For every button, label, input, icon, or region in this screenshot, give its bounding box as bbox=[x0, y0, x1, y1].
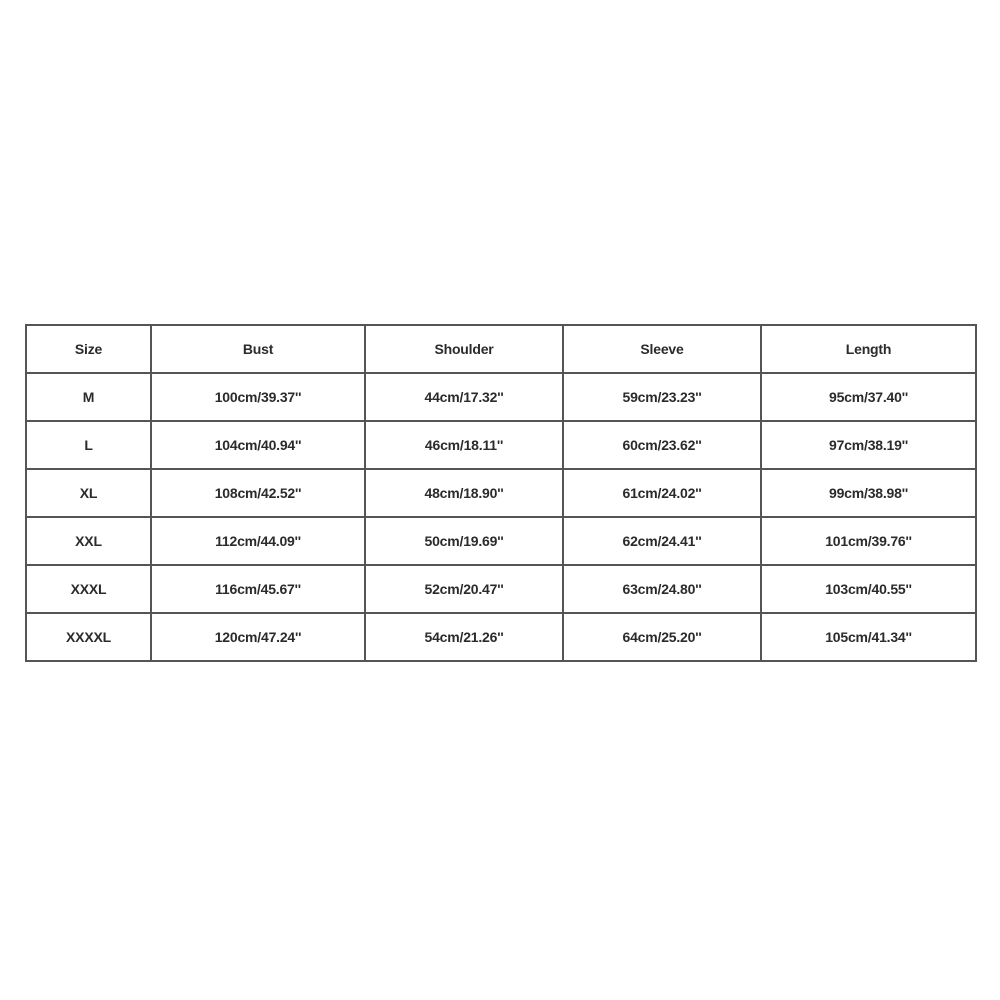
cell-length: 97cm/38.19'' bbox=[761, 421, 976, 469]
table-row bbox=[26, 421, 976, 469]
table-row bbox=[26, 613, 976, 661]
header-size: Size bbox=[26, 325, 151, 373]
cell-size: XXXL bbox=[26, 565, 151, 613]
cell-length: 101cm/39.76'' bbox=[761, 517, 976, 565]
table-row bbox=[26, 517, 976, 565]
table-row bbox=[26, 469, 976, 517]
cell-bust: 104cm/40.94'' bbox=[151, 421, 365, 469]
cell-shoulder: 46cm/18.11'' bbox=[365, 421, 563, 469]
cell-shoulder: 48cm/18.90'' bbox=[365, 469, 563, 517]
cell-length: 99cm/38.98'' bbox=[761, 469, 976, 517]
cell-bust: 120cm/47.24'' bbox=[151, 613, 365, 661]
cell-shoulder: 52cm/20.47'' bbox=[365, 565, 563, 613]
cell-length: 95cm/37.40'' bbox=[761, 373, 976, 421]
cell-shoulder: 54cm/21.26'' bbox=[365, 613, 563, 661]
cell-shoulder: 44cm/17.32'' bbox=[365, 373, 563, 421]
header-row bbox=[26, 325, 976, 373]
header-length: Length bbox=[761, 325, 976, 373]
table-row bbox=[26, 373, 976, 421]
header-sleeve: Sleeve bbox=[563, 325, 761, 373]
cell-size: XXL bbox=[26, 517, 151, 565]
cell-sleeve: 64cm/25.20'' bbox=[563, 613, 761, 661]
cell-sleeve: 60cm/23.62'' bbox=[563, 421, 761, 469]
cell-sleeve: 63cm/24.80'' bbox=[563, 565, 761, 613]
table-row bbox=[26, 565, 976, 613]
cell-bust: 112cm/44.09'' bbox=[151, 517, 365, 565]
cell-sleeve: 62cm/24.41'' bbox=[563, 517, 761, 565]
cell-bust: 108cm/42.52'' bbox=[151, 469, 365, 517]
cell-size: XL bbox=[26, 469, 151, 517]
cell-sleeve: 59cm/23.23'' bbox=[563, 373, 761, 421]
cell-size: L bbox=[26, 421, 151, 469]
cell-bust: 116cm/45.67'' bbox=[151, 565, 365, 613]
cell-length: 103cm/40.55'' bbox=[761, 565, 976, 613]
header-bust: Bust bbox=[151, 325, 365, 373]
cell-shoulder: 50cm/19.69'' bbox=[365, 517, 563, 565]
cell-size: XXXXL bbox=[26, 613, 151, 661]
cell-bust: 100cm/39.37'' bbox=[151, 373, 365, 421]
header-shoulder: Shoulder bbox=[365, 325, 563, 373]
cell-size: M bbox=[26, 373, 151, 421]
cell-length: 105cm/41.34'' bbox=[761, 613, 976, 661]
size-chart-table bbox=[25, 324, 977, 662]
cell-sleeve: 61cm/24.02'' bbox=[563, 469, 761, 517]
